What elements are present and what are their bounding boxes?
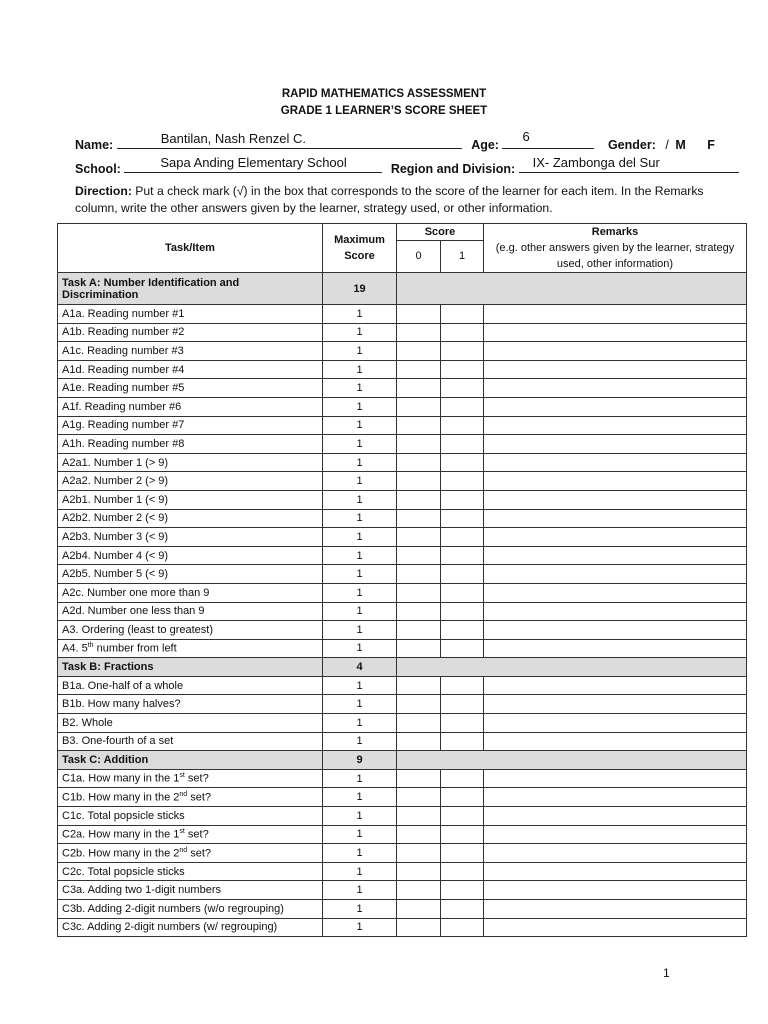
task-item-cell: A1e. Reading number #5: [58, 379, 323, 398]
score-1-checkbox[interactable]: [441, 416, 484, 435]
remarks-cell[interactable]: [484, 323, 747, 342]
task-item-cell: A1b. Reading number #2: [58, 323, 323, 342]
score-table: [57, 223, 747, 937]
table-row: [58, 862, 747, 881]
remarks-cell[interactable]: [484, 844, 747, 863]
task-item-cell: C1b. How many in the 2nd set?: [58, 788, 323, 807]
remarks-cell[interactable]: [484, 379, 747, 398]
header-score: Score: [397, 224, 484, 241]
remarks-cell[interactable]: [484, 918, 747, 937]
task-item-cell: B2. Whole: [58, 714, 323, 733]
header-maximum-score: Maximum Score: [323, 224, 397, 273]
score-1-checkbox[interactable]: [441, 676, 484, 695]
remarks-cell[interactable]: [484, 397, 747, 416]
task-item-cell: A1d. Reading number #4: [58, 360, 323, 379]
score-1-checkbox[interactable]: [441, 453, 484, 472]
remarks-cell[interactable]: [484, 769, 747, 788]
table-row: [58, 565, 747, 584]
task-item-cell: A1g. Reading number #7: [58, 416, 323, 435]
table-row: [58, 360, 747, 379]
score-1-checkbox[interactable]: [441, 397, 484, 416]
gender-option-f[interactable]: F: [707, 138, 715, 152]
score-1-checkbox[interactable]: [441, 844, 484, 863]
table-row: [58, 528, 747, 547]
table-row: [58, 900, 747, 919]
gender-label: Gender:: [607, 138, 656, 152]
remarks-cell[interactable]: [484, 639, 747, 658]
table-row: [58, 621, 747, 640]
score-0-checkbox[interactable]: [397, 360, 441, 379]
max-score-cell: 1: [323, 397, 397, 416]
score-1-checkbox[interactable]: [441, 379, 484, 398]
score-0-checkbox[interactable]: [397, 379, 441, 398]
score-0-checkbox[interactable]: [397, 565, 441, 584]
header-remarks: [484, 224, 747, 273]
task-item-cell: C3a. Adding two 1-digit numbers: [58, 881, 323, 900]
score-1-checkbox[interactable]: [441, 602, 484, 621]
remarks-cell[interactable]: [484, 490, 747, 509]
score-1-checkbox[interactable]: [441, 509, 484, 528]
score-0-checkbox[interactable]: [397, 602, 441, 621]
remarks-cell[interactable]: [484, 900, 747, 919]
name-age-gender-row: [75, 129, 715, 152]
score-0-checkbox[interactable]: [397, 546, 441, 565]
table-row: [58, 881, 747, 900]
table-row: [58, 788, 747, 807]
max-score-cell: 1: [323, 435, 397, 454]
age-label: Age:: [471, 138, 499, 152]
score-0-checkbox[interactable]: [397, 397, 441, 416]
table-body: [58, 273, 747, 937]
max-score-cell: 1: [323, 807, 397, 826]
name-label: Name:: [75, 138, 114, 152]
score-0-checkbox[interactable]: [397, 769, 441, 788]
score-0-checkbox[interactable]: [397, 714, 441, 733]
score-1-checkbox[interactable]: [441, 323, 484, 342]
region-label: Region and Division:: [390, 162, 516, 176]
max-score-cell: 9: [323, 751, 397, 770]
max-score-cell: 1: [323, 881, 397, 900]
task-item-cell: A2b3. Number 3 (< 9): [58, 528, 323, 547]
max-score-cell: 1: [323, 546, 397, 565]
max-score-cell: 1: [323, 509, 397, 528]
table-row: [58, 583, 747, 602]
task-item-cell: Task C: Addition: [58, 751, 323, 770]
task-item-cell: B1b. How many halves?: [58, 695, 323, 714]
score-0-checkbox[interactable]: [397, 881, 441, 900]
score-1-checkbox[interactable]: [441, 490, 484, 509]
score-1-checkbox[interactable]: [441, 546, 484, 565]
gender-option-m[interactable]: M: [675, 138, 686, 152]
score-0-checkbox[interactable]: [397, 639, 441, 658]
score-0-checkbox[interactable]: [397, 807, 441, 826]
score-0-checkbox[interactable]: [397, 676, 441, 695]
school-label: School:: [75, 162, 121, 176]
max-score-cell: 1: [323, 472, 397, 491]
header-task-item: Task/Item: [58, 224, 323, 273]
sheet-title: RAPID MATHEMATICS ASSESSMENT: [281, 88, 487, 100]
table-row: [58, 695, 747, 714]
score-1-checkbox[interactable]: [441, 900, 484, 919]
task-item-cell: A2d. Number one less than 9: [58, 602, 323, 621]
table-row: [58, 416, 747, 435]
remarks-cell[interactable]: [484, 416, 747, 435]
remarks-cell[interactable]: [484, 565, 747, 584]
school-value: Sapa Anding Elementary School: [160, 155, 347, 170]
max-score-cell: 1: [323, 788, 397, 807]
score-0-checkbox[interactable]: [397, 416, 441, 435]
max-score-cell: 1: [323, 360, 397, 379]
task-item-cell: C1a. How many in the 1st set?: [58, 769, 323, 788]
score-0-checkbox[interactable]: [397, 323, 441, 342]
max-score-cell: 1: [323, 676, 397, 695]
score-0-checkbox[interactable]: [397, 918, 441, 937]
school-region-row: [75, 155, 739, 176]
task-item-cell: A2a2. Number 2 (> 9): [58, 472, 323, 491]
max-score-cell: 19: [323, 273, 397, 305]
section-row: [58, 273, 747, 305]
section-fill-cell: [397, 751, 747, 770]
table-row: [58, 732, 747, 751]
score-1-checkbox[interactable]: [441, 881, 484, 900]
score-1-checkbox[interactable]: [441, 639, 484, 658]
score-1-checkbox[interactable]: [441, 788, 484, 807]
remarks-cell[interactable]: [484, 435, 747, 454]
remarks-cell[interactable]: [484, 788, 747, 807]
task-item-cell: A1c. Reading number #3: [58, 342, 323, 361]
score-0-checkbox[interactable]: [397, 825, 441, 844]
score-1-checkbox[interactable]: [441, 695, 484, 714]
remarks-cell[interactable]: [484, 453, 747, 472]
remarks-cell[interactable]: [484, 305, 747, 324]
task-item-cell: C2a. How many in the 1st set?: [58, 825, 323, 844]
table-row: [58, 490, 747, 509]
remarks-cell[interactable]: [484, 528, 747, 547]
score-1-checkbox[interactable]: [441, 769, 484, 788]
table-row: [58, 472, 747, 491]
max-score-cell: 1: [323, 565, 397, 584]
score-1-checkbox[interactable]: [441, 807, 484, 826]
task-item-cell: Task A: Number Identification and Discrimination: [58, 273, 323, 305]
section-fill-cell: [397, 658, 747, 677]
task-item-cell: A2b1. Number 1 (< 9): [58, 490, 323, 509]
remarks-cell[interactable]: [484, 509, 747, 528]
score-0-checkbox[interactable]: [397, 472, 441, 491]
score-0-checkbox[interactable]: [397, 900, 441, 919]
score-0-checkbox[interactable]: [397, 862, 441, 881]
task-item-cell: B1a. One-half of a whole: [58, 676, 323, 695]
max-score-cell: 1: [323, 323, 397, 342]
table-row: [58, 602, 747, 621]
remarks-cell[interactable]: [484, 472, 747, 491]
table-row: [58, 714, 747, 733]
max-score-cell: 1: [323, 695, 397, 714]
remarks-cell[interactable]: [484, 621, 747, 640]
max-score-cell: 1: [323, 825, 397, 844]
max-score-cell: 1: [323, 900, 397, 919]
table-row: [58, 639, 747, 658]
score-1-checkbox[interactable]: [441, 714, 484, 733]
header-remarks-title: Remarks: [591, 226, 639, 238]
max-score-cell: 1: [323, 528, 397, 547]
direction-body: Put a check mark (√) in the box that corresponds to the score of the learner for each item. In the Remarks column, write the other answers given by the learner, strategy used, or other information.: [75, 184, 704, 215]
remarks-cell[interactable]: [484, 881, 747, 900]
table-row: [58, 546, 747, 565]
remarks-cell[interactable]: [484, 862, 747, 881]
section-fill-cell: [397, 273, 747, 305]
remarks-cell[interactable]: [484, 695, 747, 714]
task-item-cell: A3. Ordering (least to greatest): [58, 621, 323, 640]
score-1-checkbox[interactable]: [441, 305, 484, 324]
score-0-checkbox[interactable]: [397, 788, 441, 807]
table-row: [58, 844, 747, 863]
task-item-cell: B3. One-fourth of a set: [58, 732, 323, 751]
max-score-cell: 1: [323, 490, 397, 509]
table-row: [58, 769, 747, 788]
score-1-checkbox[interactable]: [441, 528, 484, 547]
remarks-cell[interactable]: [484, 807, 747, 826]
remarks-cell[interactable]: [484, 583, 747, 602]
task-item-cell: C1c. Total popsicle sticks: [58, 807, 323, 826]
sheet-subtitle: GRADE 1 LEARNER’S SCORE SHEET: [280, 105, 488, 117]
score-0-checkbox[interactable]: [397, 435, 441, 454]
score-1-checkbox[interactable]: [441, 360, 484, 379]
remarks-cell[interactable]: [484, 342, 747, 361]
task-item-cell: A1h. Reading number #8: [58, 435, 323, 454]
score-0-checkbox[interactable]: [397, 583, 441, 602]
score-0-checkbox[interactable]: [397, 695, 441, 714]
table-row: [58, 397, 747, 416]
header-score-0: 0: [397, 240, 441, 272]
task-item-cell: A1f. Reading number #6: [58, 397, 323, 416]
name-value: Bantilan, Nash Renzel C.: [160, 131, 306, 146]
max-score-cell: 1: [323, 732, 397, 751]
task-item-cell: A1a. Reading number #1: [58, 305, 323, 324]
max-score-cell: 1: [323, 862, 397, 881]
max-score-cell: 1: [323, 416, 397, 435]
table-row: [58, 453, 747, 472]
remarks-cell[interactable]: [484, 825, 747, 844]
task-item-cell: A2c. Number one more than 9: [58, 583, 323, 602]
task-item-cell: A4. 5th number from left: [58, 639, 323, 658]
score-1-checkbox[interactable]: [441, 342, 484, 361]
task-item-cell: C2c. Total popsicle sticks: [58, 862, 323, 881]
table-row: [58, 435, 747, 454]
task-item-cell: A2a1. Number 1 (> 9): [58, 453, 323, 472]
header-score-1: 1: [441, 240, 484, 272]
task-item-cell: C3c. Adding 2-digit numbers (w/ regrouping): [58, 918, 323, 937]
score-0-checkbox[interactable]: [397, 844, 441, 863]
max-score-cell: 1: [323, 602, 397, 621]
task-item-cell: C3b. Adding 2-digit numbers (w/o regrouping): [58, 900, 323, 919]
max-score-cell: 1: [323, 639, 397, 658]
gender-slash: /: [665, 138, 669, 152]
name-field[interactable]: [117, 131, 462, 149]
score-1-checkbox[interactable]: [441, 435, 484, 454]
max-score-cell: 1: [323, 621, 397, 640]
remarks-cell[interactable]: [484, 732, 747, 751]
max-score-cell: 1: [323, 844, 397, 863]
table-row: [58, 323, 747, 342]
region-field[interactable]: [519, 155, 739, 173]
max-score-cell: 4: [323, 658, 397, 677]
table-row: [58, 825, 747, 844]
task-item-cell: A2b4. Number 4 (< 9): [58, 546, 323, 565]
remarks-cell[interactable]: [484, 714, 747, 733]
score-1-checkbox[interactable]: [441, 621, 484, 640]
direction-label: Direction:: [75, 184, 132, 198]
table-row: [58, 676, 747, 695]
remarks-cell[interactable]: [484, 360, 747, 379]
header-remarks-subtitle: (e.g. other answers given by the learner, strategy used, other information): [495, 242, 735, 270]
score-1-checkbox[interactable]: [441, 583, 484, 602]
table-row: [58, 807, 747, 826]
score-0-checkbox[interactable]: [397, 621, 441, 640]
score-1-checkbox[interactable]: [441, 862, 484, 881]
remarks-cell[interactable]: [484, 546, 747, 565]
direction-text: [75, 183, 725, 217]
remarks-cell[interactable]: [484, 602, 747, 621]
score-0-checkbox[interactable]: [397, 732, 441, 751]
page-number: 1: [663, 966, 670, 980]
max-score-cell: 1: [323, 342, 397, 361]
age-value: 6: [522, 129, 530, 144]
region-value: IX- Zambonga del Sur: [532, 155, 660, 170]
score-0-checkbox[interactable]: [397, 342, 441, 361]
max-score-cell: 1: [323, 714, 397, 733]
section-row: [58, 751, 747, 770]
max-score-cell: 1: [323, 379, 397, 398]
score-0-checkbox[interactable]: [397, 453, 441, 472]
max-score-cell: 1: [323, 453, 397, 472]
task-item-cell: A2b5. Number 5 (< 9): [58, 565, 323, 584]
score-1-checkbox[interactable]: [441, 472, 484, 491]
max-score-cell: 1: [323, 305, 397, 324]
score-1-checkbox[interactable]: [441, 565, 484, 584]
max-score-cell: 1: [323, 769, 397, 788]
score-0-checkbox[interactable]: [397, 305, 441, 324]
max-score-cell: 1: [323, 918, 397, 937]
task-item-cell: C2b. How many in the 2nd set?: [58, 844, 323, 863]
score-1-checkbox[interactable]: [441, 918, 484, 937]
table-row: [58, 305, 747, 324]
score-0-checkbox[interactable]: [397, 490, 441, 509]
remarks-cell[interactable]: [484, 676, 747, 695]
table-row: [58, 918, 747, 937]
table-row: [58, 342, 747, 361]
score-1-checkbox[interactable]: [441, 732, 484, 751]
score-0-checkbox[interactable]: [397, 528, 441, 547]
table-row: [58, 509, 747, 528]
table-row: [58, 379, 747, 398]
score-1-checkbox[interactable]: [441, 825, 484, 844]
school-field[interactable]: [124, 155, 382, 173]
age-field[interactable]: [502, 129, 594, 149]
task-item-cell: Task B: Fractions: [58, 658, 323, 677]
max-score-cell: 1: [323, 583, 397, 602]
score-0-checkbox[interactable]: [397, 509, 441, 528]
task-item-cell: A2b2. Number 2 (< 9): [58, 509, 323, 528]
section-row: [58, 658, 747, 677]
